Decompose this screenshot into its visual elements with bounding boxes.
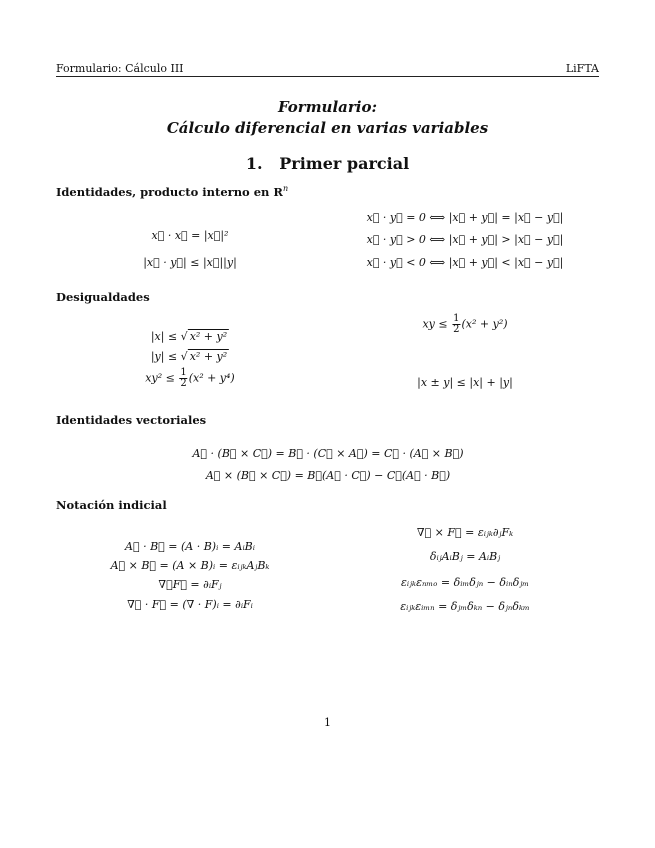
running-header-right: LiFTA [565, 62, 599, 75]
eq-index-divergence: ∇⃗ · F⃗ = (∇ · F)ᵢ = ∂ᵢFᵢ [127, 598, 253, 611]
section-name: Primer parcial [279, 154, 410, 173]
ineq-triangle: |x ± y| ≤ |x| + |y| [417, 376, 513, 389]
page-number: 1 [324, 716, 331, 729]
eq-index-cross: A⃗ × B⃗ = (A × B)ᵢ = εᵢⱼₖAⱼBₖ [110, 559, 270, 572]
eq-triple-vector: A⃗ × (B⃗ × C⃗) = B⃗(A⃗ · C⃗) − C⃗(A⃗ · B⃗) [205, 469, 451, 482]
ineq-xy2: xy² ≤ $\frac{1}{2}$ (x² + y⁴) [145, 367, 235, 389]
section-heading [0, 154, 655, 173]
document-title-line1: Formulario: [277, 98, 378, 116]
eq-cauchy-schwarz: |x⃗ · y⃗| ≤ |x⃗||y| [143, 256, 237, 269]
running-header-left: Formulario: Cálculo III [56, 62, 184, 75]
identidades-heading-text: Identidades, producto interno en R [56, 184, 283, 199]
eq-index-gradient: ∇⃗F⃗ = ∂ᵢFⱼ [158, 578, 222, 591]
eq-kronecker: δᵢⱼAᵢBⱼ = AᵢBⱼ [429, 550, 501, 563]
eq-orthogonal: x⃗ · y⃗ = 0 ⟺ |x⃗ + y⃗| = |x⃗ − y⃗| [366, 211, 564, 224]
ineq-abs-y: |y| ≤ √ x² + y² [150, 350, 228, 363]
radicand: x² + y² [189, 330, 228, 343]
fraction: $\frac{1}{2}$ [180, 367, 187, 389]
eq-dot-self: x⃗ · x⃗ = |x⃗|² [151, 229, 229, 242]
eq-levi-civita-1: εᵢⱼₖεₙₘₒ = δᵢₘδⱼₙ − δᵢₙδⱼₘ [401, 576, 529, 589]
subsection-indicial: Notación indicial [56, 498, 167, 512]
eq-index-curl: ∇⃗ × F⃗ = εᵢⱼₖ∂ⱼFₖ [416, 526, 514, 539]
header-rule [56, 76, 599, 77]
radicand: x² + y² [189, 350, 228, 363]
section-number: 1. [245, 154, 263, 173]
eq-levi-civita-2: εᵢⱼₖεᵢₘₙ = δⱼₘδₖₙ − δⱼₙδₖₘ [400, 600, 530, 613]
eq-triple-scalar: A⃗ · (B⃗ × C⃗) = B⃗ · (C⃗ × A⃗) = C⃗ · (A⃗ × B⃗) [192, 447, 464, 460]
eq-positive-dot: x⃗ · y⃗ > 0 ⟺ |x⃗ + y⃗| > |x⃗ − y⃗| [366, 233, 564, 246]
subsection-desigualdades: Desigualdades [56, 290, 150, 304]
document-title-line2: Cálculo diferencial en varias variables [166, 119, 489, 137]
eq-index-dot: A⃗ · B⃗ = (A · B)ᵢ = AᵢBᵢ [125, 540, 255, 553]
identidades-heading-sup: n [282, 184, 289, 193]
ineq-abs-x: |x| ≤ √ x² + y² [150, 330, 228, 343]
eq-negative-dot: x⃗ · y⃗ < 0 ⟺ |x⃗ + y⃗| < |x⃗ − y⃗| [366, 256, 564, 269]
fraction: $\frac{1}{2}$ [453, 313, 460, 335]
subsection-vectoriales: Identidades vectoriales [56, 413, 207, 427]
ineq-xy: xy ≤ $\frac{1}{2}$ (x² + y²) [422, 313, 508, 335]
subsection-identidades [56, 184, 288, 199]
